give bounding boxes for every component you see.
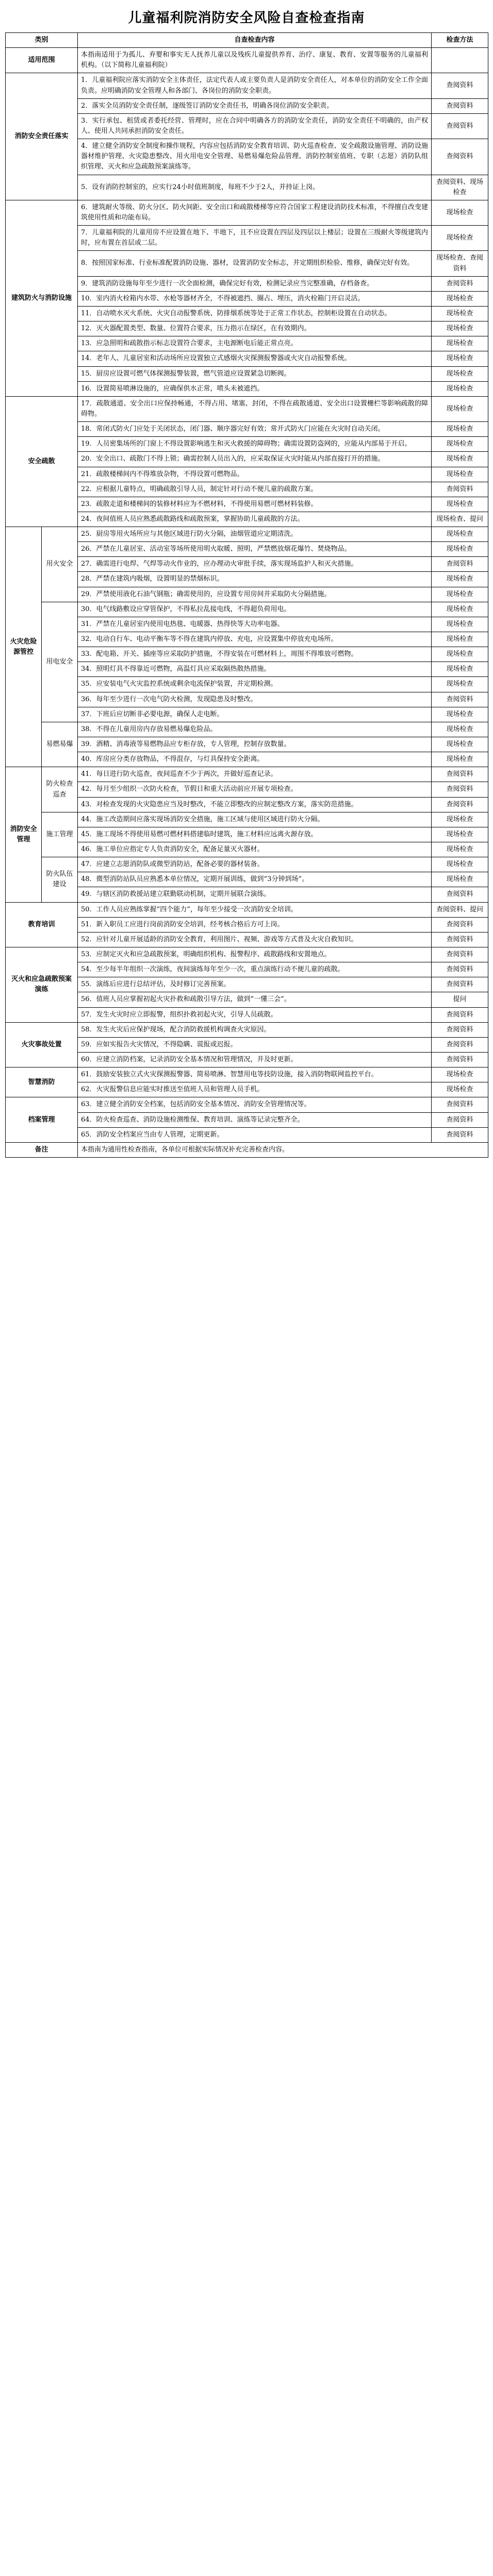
check-item-cell: 22．应根据儿童特点，明确疏散引导人员，制定针对行动不便儿童的疏散方案。 bbox=[78, 482, 432, 497]
check-item-cell: 17．疏散通道、安全出口应保持畅通，不得占用、堵塞、封闭，不得在疏散通道、安全出口设置栅栏等影响疏散的障碍物。 bbox=[78, 396, 432, 421]
check-item-cell: 33．配电箱、开关、插座等应采取防护措施，不得安装在可燃材料上，周围不得堆放可燃物。 bbox=[78, 647, 432, 662]
method-cell: 查阅资料 bbox=[432, 1112, 488, 1127]
table-row bbox=[6, 73, 488, 98]
method-cell: 现场检查 bbox=[432, 677, 488, 692]
method-cell: 查阅资料、现场检查 bbox=[432, 175, 488, 200]
check-item-cell: 8．按照国家标准、行业标准配置消防设施、器材，设置消防安全标志，并定期组织检验、维修，确保完好有效。 bbox=[78, 251, 432, 276]
method-cell: 查阅资料 bbox=[432, 113, 488, 139]
category-cell: 教育培训 bbox=[6, 902, 78, 947]
method-cell: 现场检查 bbox=[432, 1067, 488, 1082]
method-cell bbox=[432, 48, 488, 73]
table-row bbox=[6, 842, 488, 857]
table-row bbox=[6, 381, 488, 396]
check-item-cell: 38．不得在儿童用房内存放易燃易爆危险品。 bbox=[78, 722, 432, 737]
table-row bbox=[6, 602, 488, 617]
category-cell: 消防安全责任落实 bbox=[6, 73, 78, 200]
table-row bbox=[6, 48, 488, 73]
method-cell: 现场检查 bbox=[432, 572, 488, 587]
method-cell: 现场检查 bbox=[432, 336, 488, 351]
check-item-cell: 44．施工改造期间应落实现场消防安全措施，施工区域与使用区域进行防火分隔。 bbox=[78, 812, 432, 827]
table-row bbox=[6, 947, 488, 962]
method-cell: 现场检查 bbox=[432, 467, 488, 482]
method-cell: 查阅资料 bbox=[432, 767, 488, 782]
check-item-cell: 48．微型消防站队员应熟悉本单位情况，定期开展训练，做到“3分钟到场”。 bbox=[78, 872, 432, 887]
method-cell: 现场检查 bbox=[432, 452, 488, 467]
table-row bbox=[6, 587, 488, 602]
method-cell: 现场检查 bbox=[432, 587, 488, 602]
check-item-cell: 31．严禁在儿童居室内使用电热毯、电暖器、热得快等大功率电器。 bbox=[78, 617, 432, 632]
table-row bbox=[6, 812, 488, 827]
check-item-cell: 47．应建立志愿消防队或微型消防站，配备必要的器材装备。 bbox=[78, 857, 432, 872]
table-row bbox=[6, 887, 488, 902]
table-row bbox=[6, 396, 488, 421]
table-row bbox=[6, 557, 488, 572]
method-cell: 查阅资料 bbox=[432, 782, 488, 797]
subcategory-cell: 用火安全 bbox=[42, 527, 78, 602]
table-row bbox=[6, 1097, 488, 1112]
method-cell: 查阅资料 bbox=[432, 977, 488, 992]
category-cell: 灭火和应急疏散预案演练 bbox=[6, 947, 78, 1023]
method-cell: 查阅资料 bbox=[432, 887, 488, 902]
check-item-cell: 60．应建立消防档案，记录消防安全基本情况和管理情况，并及时更新。 bbox=[78, 1052, 432, 1067]
check-item-cell: 本指南适用于为孤儿、弃婴和事实无人抚养儿童以及残疾儿童提供养育、治疗、康复、教育、安置等服务的儿童福利机构。（以下简称儿童福利院） bbox=[78, 48, 432, 73]
check-item-cell: 23．疏散走道和楼梯间的装修材料应为不燃材料，不得使用易燃可燃材料装修。 bbox=[78, 497, 432, 512]
table-row bbox=[6, 992, 488, 1007]
method-cell: 现场检查 bbox=[432, 497, 488, 512]
check-item-cell: 19．人员密集场所的门窗上不得设置影响逃生和灭火救援的障碍物；确需设置防盗网的，应能从内部易于开启。 bbox=[78, 437, 432, 452]
table-row bbox=[6, 497, 488, 512]
table-row bbox=[6, 1082, 488, 1097]
table-row bbox=[6, 767, 488, 782]
method-cell: 查阅资料 bbox=[432, 73, 488, 98]
table-row bbox=[6, 306, 488, 321]
category-cell: 档案管理 bbox=[6, 1097, 78, 1142]
table-row bbox=[6, 1067, 488, 1082]
table-row bbox=[6, 692, 488, 707]
header-content: 自查检查内容 bbox=[78, 33, 432, 48]
table-row bbox=[6, 707, 488, 722]
method-cell: 查阅资料 bbox=[432, 276, 488, 291]
check-item-cell: 10．室内消火栓箱内水带、水枪等器材齐全，不得被遮挡、圈占、埋压，消火栓箱门开启灵活。 bbox=[78, 291, 432, 306]
check-item-cell: 32．电动自行车、电动平衡车等不得在建筑内停放、充电，应设置集中停放充电场所。 bbox=[78, 632, 432, 647]
table-row bbox=[6, 175, 488, 200]
subcategory-cell: 防火检查巡查 bbox=[42, 767, 78, 812]
table-row bbox=[6, 1022, 488, 1037]
table-row bbox=[6, 1007, 488, 1022]
check-item-cell: 6．建筑耐火等级、防火分区、防火间距、安全出口和疏散楼梯等应符合国家工程建设消防技术标准，不得擅自改变建筑使用性质和功能布局。 bbox=[78, 200, 432, 225]
check-item-cell: 18．常闭式防火门应处于关闭状态，闭门器、顺序器完好有效；常开式防火门应能在火灾时自动关闭。 bbox=[78, 422, 432, 437]
check-item-cell: 1．儿童福利院应落实消防安全主体责任，法定代表人或主要负责人是消防安全责任人，对本单位的消防安全工作全面负责。应明确消防安全管理人和各部门、各岗位的消防安全职责。 bbox=[78, 73, 432, 98]
document-page bbox=[0, 0, 493, 1168]
method-cell: 现场检查 bbox=[432, 437, 488, 452]
table-row bbox=[6, 452, 488, 467]
check-item-cell: 56．值班人员应掌握初起火灾扑救和疏散引导方法，做到“一懂三会”。 bbox=[78, 992, 432, 1007]
table-row bbox=[6, 752, 488, 767]
check-item-cell: 59．应如实报告火灾情况，不得隐瞒、谎报或迟报。 bbox=[78, 1037, 432, 1052]
check-item-cell: 9．建筑消防设施每年至少进行一次全面检测，确保完好有效，检测记录应当完整准确，存档备查。 bbox=[78, 276, 432, 291]
table-row bbox=[6, 782, 488, 797]
note-row bbox=[6, 1142, 488, 1157]
check-item-cell: 55．演练后应进行总结评估，及时修订完善预案。 bbox=[78, 977, 432, 992]
table-row bbox=[6, 962, 488, 977]
method-cell: 查阅资料 bbox=[432, 139, 488, 175]
method-cell: 查阅资料 bbox=[432, 947, 488, 962]
method-cell: 现场检查 bbox=[432, 722, 488, 737]
check-item-cell: 65．消防安全档案应当由专人管理，定期更新。 bbox=[78, 1127, 432, 1142]
method-cell: 现场检查 bbox=[432, 321, 488, 336]
check-item-cell: 29．严禁使用液化石油气钢瓶；确需使用的，应设置专用房间并采取防火分隔措施。 bbox=[78, 587, 432, 602]
table-row bbox=[6, 917, 488, 932]
table-row bbox=[6, 617, 488, 632]
subcategory-cell: 施工管理 bbox=[42, 812, 78, 857]
table-row bbox=[6, 291, 488, 306]
table-row bbox=[6, 482, 488, 497]
table-row bbox=[6, 572, 488, 587]
check-item-cell: 49．与辖区消防救援站建立联勤联动机制，定期开展联合演练。 bbox=[78, 887, 432, 902]
header-category: 类别 bbox=[6, 33, 78, 48]
method-cell: 现场检查 bbox=[432, 527, 488, 542]
table-body bbox=[6, 48, 488, 1158]
category-cell: 安全疏散 bbox=[6, 396, 78, 527]
subcategory-cell: 易燃易爆 bbox=[42, 722, 78, 767]
method-cell: 现场检查 bbox=[432, 351, 488, 366]
category-cell: 火灾事故处置 bbox=[6, 1022, 78, 1067]
method-cell: 现场检查 bbox=[432, 366, 488, 381]
table-row bbox=[6, 662, 488, 677]
table-row bbox=[6, 1127, 488, 1142]
method-cell: 现场检查、提问 bbox=[432, 512, 488, 527]
check-item-cell: 50．工作人员应熟练掌握“四个能力”，每年至少接受一次消防安全培训。 bbox=[78, 902, 432, 917]
method-cell: 现场检查 bbox=[432, 396, 488, 421]
method-cell: 查阅资料、提问 bbox=[432, 902, 488, 917]
method-cell: 查阅资料 bbox=[432, 1097, 488, 1112]
table-row bbox=[6, 1052, 488, 1067]
table-row bbox=[6, 321, 488, 336]
check-item-cell: 7．儿童福利院的儿童用房不应设置在地下、半地下，且不应设置在四层及四层以上楼层；设置在三级耐火等级建筑内时，应布置在首层或二层。 bbox=[78, 226, 432, 251]
table-header-row bbox=[6, 33, 488, 48]
check-item-cell: 43．对检查发现的火灾隐患应当及时整改，不能立即整改的应制定整改方案，落实防范措施。 bbox=[78, 797, 432, 812]
category-cell: 智慧消防 bbox=[6, 1067, 78, 1097]
table-row bbox=[6, 932, 488, 947]
method-cell: 查阅资料 bbox=[432, 917, 488, 932]
method-cell: 查阅资料 bbox=[432, 692, 488, 707]
method-cell: 现场检查 bbox=[432, 1082, 488, 1097]
method-cell: 现场检查 bbox=[432, 200, 488, 225]
table-row bbox=[6, 366, 488, 381]
check-item-cell: 37．下班后应切断非必要电源，确保人走电断。 bbox=[78, 707, 432, 722]
table-row bbox=[6, 857, 488, 872]
table-row bbox=[6, 251, 488, 276]
check-item-cell: 41．每日进行防火巡查，夜间巡查不少于两次，并做好巡查记录。 bbox=[78, 767, 432, 782]
method-cell: 现场检查 bbox=[432, 381, 488, 396]
table-row bbox=[6, 98, 488, 113]
check-item-cell: 27．确需进行电焊、气焊等动火作业的，应办理动火审批手续，落实现场监护人和灭火措施。 bbox=[78, 557, 432, 572]
check-item-cell: 26．严禁在儿童居室、活动室等场所使用明火取暖、照明，严禁燃放烟花爆竹、焚烧物品。 bbox=[78, 542, 432, 557]
check-item-cell: 61．鼓励安装独立式火灾探测报警器、简易喷淋、智慧用电等技防设施，接入消防物联网监控平台。 bbox=[78, 1067, 432, 1082]
inspection-table bbox=[5, 32, 488, 1158]
table-row bbox=[6, 527, 488, 542]
check-item-cell: 2．落实全员消防安全责任制，逐级签订消防安全责任书，明确各岗位消防安全职责。 bbox=[78, 98, 432, 113]
check-item-cell: 64．防火检查巡查、消防设施检测维保、教育培训、演练等记录完整齐全。 bbox=[78, 1112, 432, 1127]
table-row bbox=[6, 542, 488, 557]
table-row bbox=[6, 647, 488, 662]
table-row bbox=[6, 139, 488, 175]
table-row bbox=[6, 351, 488, 366]
table-row bbox=[6, 336, 488, 351]
method-cell: 现场检查 bbox=[432, 291, 488, 306]
check-item-cell: 57．发生火灾时应立即报警，组织扑救初起火灾，引导人员疏散。 bbox=[78, 1007, 432, 1022]
method-cell: 现场检查 bbox=[432, 872, 488, 887]
check-item-cell: 21．疏散楼梯间内不得堆放杂物，不得设置可燃物品。 bbox=[78, 467, 432, 482]
check-item-cell: 5．设有消防控制室的，应实行24小时值班制度，每班不少于2人，并持证上岗。 bbox=[78, 175, 432, 200]
method-cell: 查阅资料 bbox=[432, 962, 488, 977]
method-cell: 现场检查 bbox=[432, 617, 488, 632]
check-item-cell: 36．每年至少进行一次电气防火检测，发现隐患及时整改。 bbox=[78, 692, 432, 707]
table-row bbox=[6, 437, 488, 452]
method-cell: 现场检查 bbox=[432, 812, 488, 827]
table-row bbox=[6, 632, 488, 647]
table-row bbox=[6, 1037, 488, 1052]
table-row bbox=[6, 467, 488, 482]
table-row bbox=[6, 827, 488, 842]
method-cell: 查阅资料 bbox=[432, 1007, 488, 1022]
check-item-cell: 25．厨房等用火场所应与其他区域进行防火分隔，油烟管道应定期清洗。 bbox=[78, 527, 432, 542]
check-item-cell: 35．应安装电气火灾监控系统或剩余电流保护装置，并定期检测。 bbox=[78, 677, 432, 692]
category-cell: 建筑防火与消防设施 bbox=[6, 200, 78, 396]
document-title: 儿童福利院消防安全风险自查检查指南 bbox=[128, 10, 365, 26]
table-row bbox=[6, 902, 488, 917]
method-cell: 查阅资料 bbox=[432, 557, 488, 572]
table-row bbox=[6, 422, 488, 437]
method-cell: 提问 bbox=[432, 992, 488, 1007]
check-item-cell: 14．老年人、儿童居室和活动场所应设置独立式感烟火灾探测报警器或火灾自动报警系统。 bbox=[78, 351, 432, 366]
subcategory-cell: 用电安全 bbox=[42, 602, 78, 722]
table-row bbox=[6, 722, 488, 737]
table-row bbox=[6, 977, 488, 992]
check-item-cell: 42．每月至少组织一次防火检查，节假日和重大活动前应开展专项检查。 bbox=[78, 782, 432, 797]
method-cell: 查阅资料 bbox=[432, 1022, 488, 1037]
check-item-cell: 45．施工现场不得使用易燃可燃材料搭建临时建筑，施工材料应远离火源存放。 bbox=[78, 827, 432, 842]
method-cell: 查阅资料 bbox=[432, 482, 488, 497]
table-row bbox=[6, 1112, 488, 1127]
table-row bbox=[6, 512, 488, 527]
table-row bbox=[6, 677, 488, 692]
method-cell: 现场检查 bbox=[432, 542, 488, 557]
check-item-cell: 30．电气线路敷设应穿管保护，不得私拉乱接电线，不得超负荷用电。 bbox=[78, 602, 432, 617]
check-item-cell: 4．建立健全消防安全制度和操作规程，内容应包括消防安全教育培训、防火巡查检查、安全疏散设施管理、消防设施器材维护管理、火灾隐患整改、用火用电安全管理、易燃易爆危险品管理、消防控制室值班、专职（志愿）消防队组织管理、灭火和应急疏散预案演练等。 bbox=[78, 139, 432, 175]
header-method: 检查方法 bbox=[432, 33, 488, 48]
table-row bbox=[6, 226, 488, 251]
check-item-cell: 16．设置简易喷淋设施的，应确保供水正常，喷头未被遮挡。 bbox=[78, 381, 432, 396]
method-cell: 现场检查 bbox=[432, 226, 488, 251]
method-cell: 现场检查 bbox=[432, 827, 488, 842]
check-item-cell: 24．夜间值班人员应熟悉疏散路线和疏散预案，掌握协助儿童疏散的方法。 bbox=[78, 512, 432, 527]
table-row bbox=[6, 737, 488, 752]
check-item-cell: 46．施工单位应指定专人负责消防安全，配备足量灭火器材。 bbox=[78, 842, 432, 857]
check-item-cell: 52．应针对儿童开展适龄的消防安全教育，利用图片、视频、游戏等方式普及火灾自救知识。 bbox=[78, 932, 432, 947]
method-cell: 查阅资料 bbox=[432, 797, 488, 812]
method-cell: 现场检查 bbox=[432, 662, 488, 677]
subcategory-cell: 防火队伍建设 bbox=[42, 857, 78, 902]
check-item-cell: 12．灭火器配置类型、数量、位置符合要求，压力指示在绿区，在有效期内。 bbox=[78, 321, 432, 336]
check-item-cell: 39．酒精、消毒液等易燃物品应专柜存放，专人管理，控制存放数量。 bbox=[78, 737, 432, 752]
method-cell: 现场检查 bbox=[432, 632, 488, 647]
method-cell: 现场检查 bbox=[432, 647, 488, 662]
method-cell: 查阅资料 bbox=[432, 932, 488, 947]
table-row bbox=[6, 797, 488, 812]
table-row bbox=[6, 200, 488, 225]
check-item-cell: 58．发生火灾后应保护现场，配合消防救援机构调查火灾原因。 bbox=[78, 1022, 432, 1037]
table-row bbox=[6, 276, 488, 291]
note-label: 备注 bbox=[6, 1142, 78, 1157]
check-item-cell: 34．照明灯具不得靠近可燃物，高温灯具应采取隔热散热措施。 bbox=[78, 662, 432, 677]
check-item-cell: 11．自动喷水灭火系统、火灾自动报警系统、防排烟系统等处于正常工作状态，控制柜设置在自动状态。 bbox=[78, 306, 432, 321]
method-cell: 查阅资料 bbox=[432, 1127, 488, 1142]
check-item-cell: 40．库房应分类存放物品，不得混存，与灯具保持安全距离。 bbox=[78, 752, 432, 767]
category-cell: 适用范围 bbox=[6, 48, 78, 73]
method-cell: 查阅资料 bbox=[432, 1052, 488, 1067]
method-cell: 现场检查 bbox=[432, 306, 488, 321]
table-row bbox=[6, 872, 488, 887]
category-cell: 消防安全管理 bbox=[6, 767, 42, 902]
method-cell: 现场检查 bbox=[432, 602, 488, 617]
method-cell: 现场检查 bbox=[432, 422, 488, 437]
check-item-cell: 62．火灾报警信息应能实时推送至值班人员和管理人员手机。 bbox=[78, 1082, 432, 1097]
method-cell: 现场检查 bbox=[432, 857, 488, 872]
method-cell: 查阅资料 bbox=[432, 98, 488, 113]
check-item-cell: 28．严禁在建筑内吸烟，设置明显的禁烟标识。 bbox=[78, 572, 432, 587]
check-item-cell: 54．至少每半年组织一次演练，夜间演练每年至少一次，重点演练行动不便儿童的疏散。 bbox=[78, 962, 432, 977]
check-item-cell: 51．新入职员工应进行岗前消防安全培训，经考核合格后方可上岗。 bbox=[78, 917, 432, 932]
check-item-cell: 63．建立健全消防安全档案，包括消防安全基本情况、消防安全管理情况等。 bbox=[78, 1097, 432, 1112]
check-item-cell: 53．应制定灭火和应急疏散预案，明确组织机构、报警程序、疏散路线和安置地点。 bbox=[78, 947, 432, 962]
method-cell: 现场检查 bbox=[432, 842, 488, 857]
method-cell: 现场检查、查阅资料 bbox=[432, 251, 488, 276]
method-cell: 现场检查 bbox=[432, 752, 488, 767]
check-item-cell: 15．厨房应设置可燃气体探测报警装置，燃气管道应设置紧急切断阀。 bbox=[78, 366, 432, 381]
method-cell: 查阅资料 bbox=[432, 1037, 488, 1052]
table-row bbox=[6, 113, 488, 139]
method-cell: 现场检查 bbox=[432, 707, 488, 722]
check-item-cell: 3．实行承包、租赁或者委托经营、管理时，应在合同中明确各方的消防安全责任，消防安全责任不明确的，由产权人、使用人共同承担消防安全责任。 bbox=[78, 113, 432, 139]
check-item-cell: 13．应急照明和疏散指示标志设置符合要求，主电源断电后能正常点亮。 bbox=[78, 336, 432, 351]
note-text: 本指南为通用性检查指南，各单位可根据实际情况补充完善检查内容。 bbox=[78, 1142, 488, 1157]
method-cell: 现场检查 bbox=[432, 737, 488, 752]
check-item-cell: 20．安全出口、疏散门不得上锁；确需控制人员出入的，应采取保证火灾时能从内部直接打开的措施。 bbox=[78, 452, 432, 467]
category-cell: 火灾危险源管控 bbox=[6, 527, 42, 767]
